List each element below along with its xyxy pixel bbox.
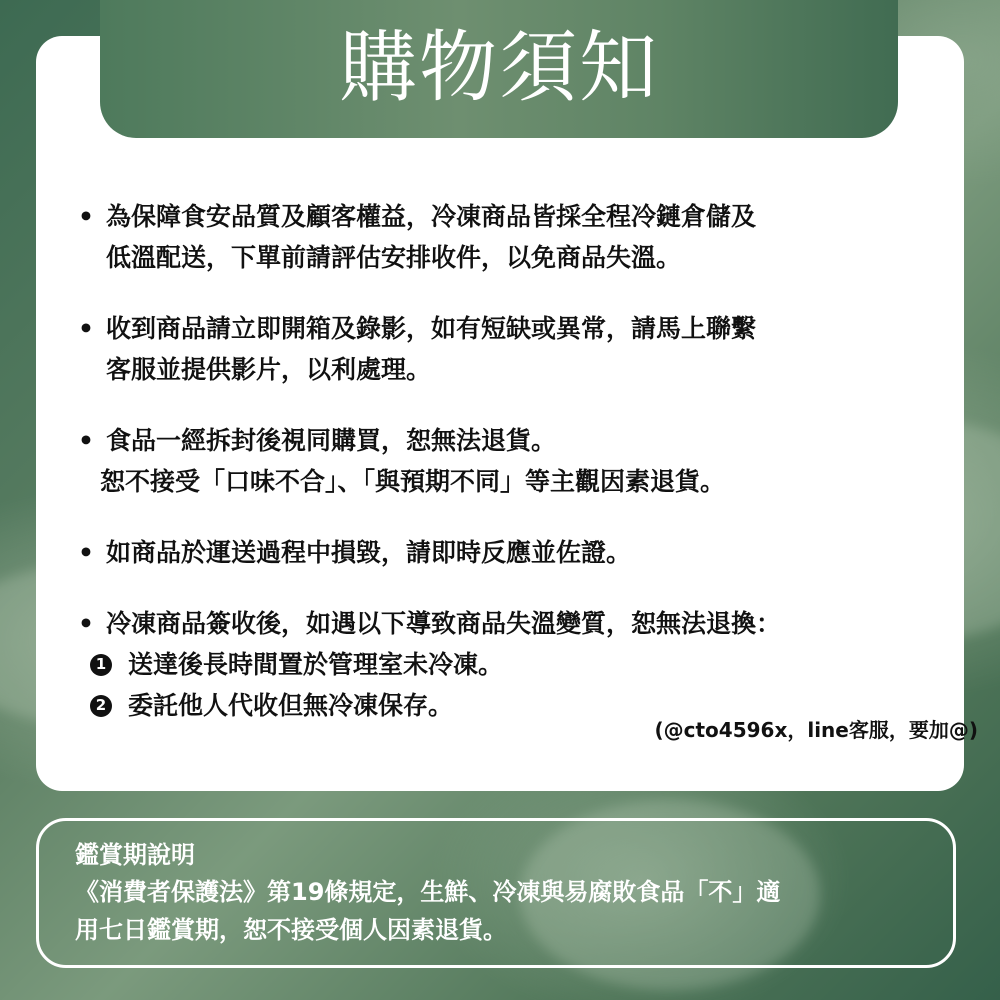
notice-line: 客服並提供影片，以利處理。 xyxy=(106,355,432,384)
notice-line: 為保障食安品質及顧客權益，冷凍商品皆採全程冷鏈倉儲及 xyxy=(106,202,757,231)
bullet-dot: • xyxy=(78,609,94,638)
notice-list xyxy=(78,196,948,756)
appraisal-period-box xyxy=(36,818,956,968)
appraisal-text-line: 《消費者保護法》第19條規定，生鮮、冷凍與易腐敗食品「不」適 xyxy=(75,878,781,906)
line-contact-note: (@cto4596x，line客服，要加@) xyxy=(654,718,978,742)
notice-item xyxy=(78,420,948,502)
sub-item-text: 送達後長時間置於管理室未冷凍。 xyxy=(128,650,504,679)
sub-item xyxy=(95,644,948,685)
appraisal-heading: 鑑賞期說明 xyxy=(75,841,195,869)
bullet-dot: • xyxy=(78,538,94,567)
page-title: 購物須知 xyxy=(338,23,659,113)
notice-line: 低溫配送，下單前請評估安排收件，以免商品失溫。 xyxy=(106,243,682,272)
notice-item xyxy=(78,532,948,573)
number-badge: 2 xyxy=(90,695,112,717)
notice-line: 冷凍商品簽收後，如遇以下導致商品失溫變質，恕無法退換： xyxy=(106,609,782,638)
bullet-dot: • xyxy=(78,202,94,231)
notice-line: 收到商品請立即開箱及錄影，如有短缺或異常，請馬上聯繫 xyxy=(106,314,757,343)
notice-line: 食品一經拆封後視同購買，恕無法退貨。 xyxy=(106,426,557,455)
number-badge: 1 xyxy=(90,654,112,676)
notice-line: 如商品於運送過程中損毀，請即時反應並佐證。 xyxy=(106,538,632,567)
appraisal-text-line: 用七日鑑賞期，恕不接受個人因素退貨。 xyxy=(75,916,507,944)
notice-item xyxy=(78,308,948,390)
bullet-dot: • xyxy=(78,426,94,455)
bullet-dot: • xyxy=(78,314,94,343)
notice-item xyxy=(78,603,948,726)
notice-line: 恕不接受「口味不合」、「與預期不同」等主觀因素退貨。 xyxy=(100,467,726,496)
notice-item xyxy=(78,196,948,278)
title-banner xyxy=(100,0,898,138)
sub-item-text: 委託他人代收但無冷凍保存。 xyxy=(128,691,454,720)
